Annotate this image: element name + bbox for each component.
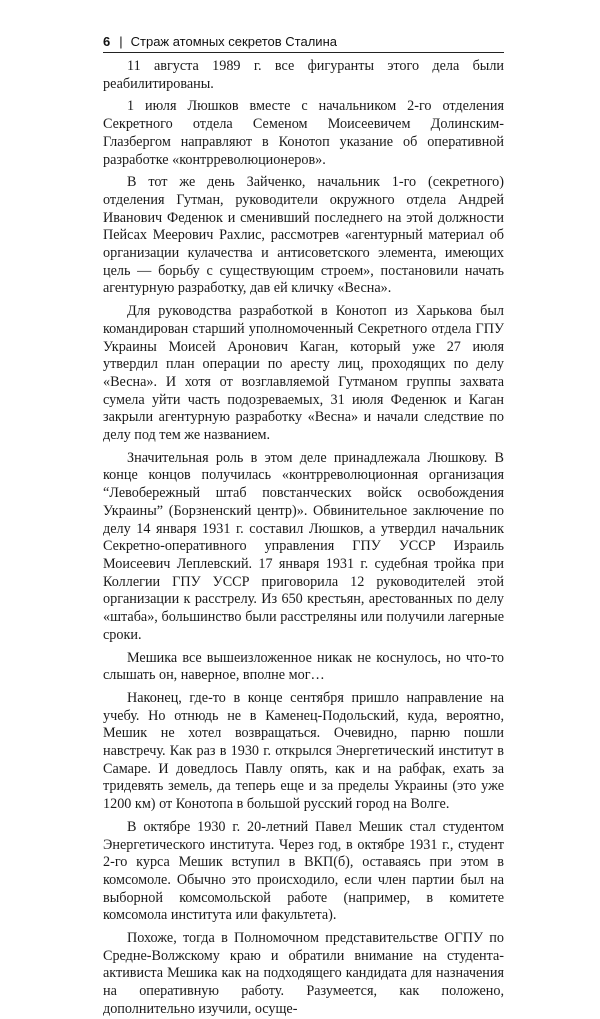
page-number: 6 [103, 33, 111, 49]
paragraph: 11 августа 1989 г. все фигуранты этого дела были реабилитированы. [103, 58, 504, 92]
paragraph: В октябре 1930 г. 20-летний Павел Мешик стал студентом Энергетического института. Через год, в октябре 1931 г., студент 2-го курса Мешик вступил в ВКП(б), оставаясь при этом в комсомоле. Обычно это происходило, если член партии был на выборной комсомольской работе (например, в комитете комсомола института или факультета). [103, 818, 504, 924]
body-text [103, 58, 504, 1019]
header-rule [103, 52, 504, 53]
paragraph: Значительная роль в этом деле принадлежала Люшкову. В конце концов получилась «контрреволюционная организация “Левобережный штаб повстанческих войск освобождения Украины” (Борзненский центр)». Обвинительное заключение по делу 14 января 1931 г. составил Люшков, а утвердил начальник Секретно-оперативного управления ГПУ УССР Израиль Моисеевич Леплевский. 17 января 1931 г. судебная тройка при Коллегии ГПУ УССР приговорила 12 руководителей этой организации к расстрелу. Из 650 крестьян, арестованных по делу «штаба», большинство были расстреляны или получили лагерные сроки. [103, 449, 504, 643]
paragraph: В тот же день Зайченко, начальник 1-го (секретного) отделения Гутман, руководители окружного отдела Андрей Иванович Феденюк и сменивший последнего на этой должности Пейсах Меерович Рахлис, рассмотрев «агентурный материал об организации кулачества и антисоветского элемента, имеющих цель — борьбу с существующим строем», постановили начать агентурную разработку, дав ей кличку «Весна». [103, 174, 504, 297]
paragraph: Наконец, где-то в конце сентября пришло направление на учебу. Но отнюдь не в Каменец-Подольский, куда, вероятно, Мешик не хотел возвращаться. Очевидно, парню пошли навстречу. Как раз в 1930 г. открылся Энергетический институт в Самаре. И доведлось Павлу опять, как и на рабфак, ехать за тридевять земель, да теперь еще и за пределы Украины (это уже 1200 км) от Конотопа в большой русский город на Волге. [103, 689, 504, 813]
paragraph: 1 июля Люшков вместе с начальником 2-го отделения Секретного отдела Семеном Моисеевичем Долинским-Глазбергом направляют в Конотоп указание об оперативной разработке «контрреволюционеров». [103, 98, 504, 168]
running-header [103, 32, 503, 50]
header-separator: | [119, 33, 123, 49]
paragraph: Похоже, тогда в Полномочном представительстве ОГПУ по Средне-Волжскому краю и обратили внимание на студента-активиста Мешика как на подходящего кандидата для назначения на оперативную работу. Разумеется, как положено, дополнительно изучили, осуще- [103, 930, 504, 1017]
book-title: Страж атомных секретов Сталина [130, 33, 337, 49]
paragraph: Для руководства разработкой в Конотоп из Харькова был командирован старший уполномоченный Секретного отдела ГПУ Украины Моисей Аронович Каган, который уже 27 июля утвердил план операции по аресту лиц, проходящих по делу «Весна». И хотя от возглавляемой Гутманом группы захвата сумела уйти часть подозреваемых, 31 июля Феденюк и Каган закрыли агентурную разработку «Весна» и начали следствие по делу под тем же названием. [103, 303, 504, 444]
paragraph: Мешика все вышеизложенное никак не коснулось, но что-то слышать он, наверное, вполне мог… [103, 649, 504, 684]
